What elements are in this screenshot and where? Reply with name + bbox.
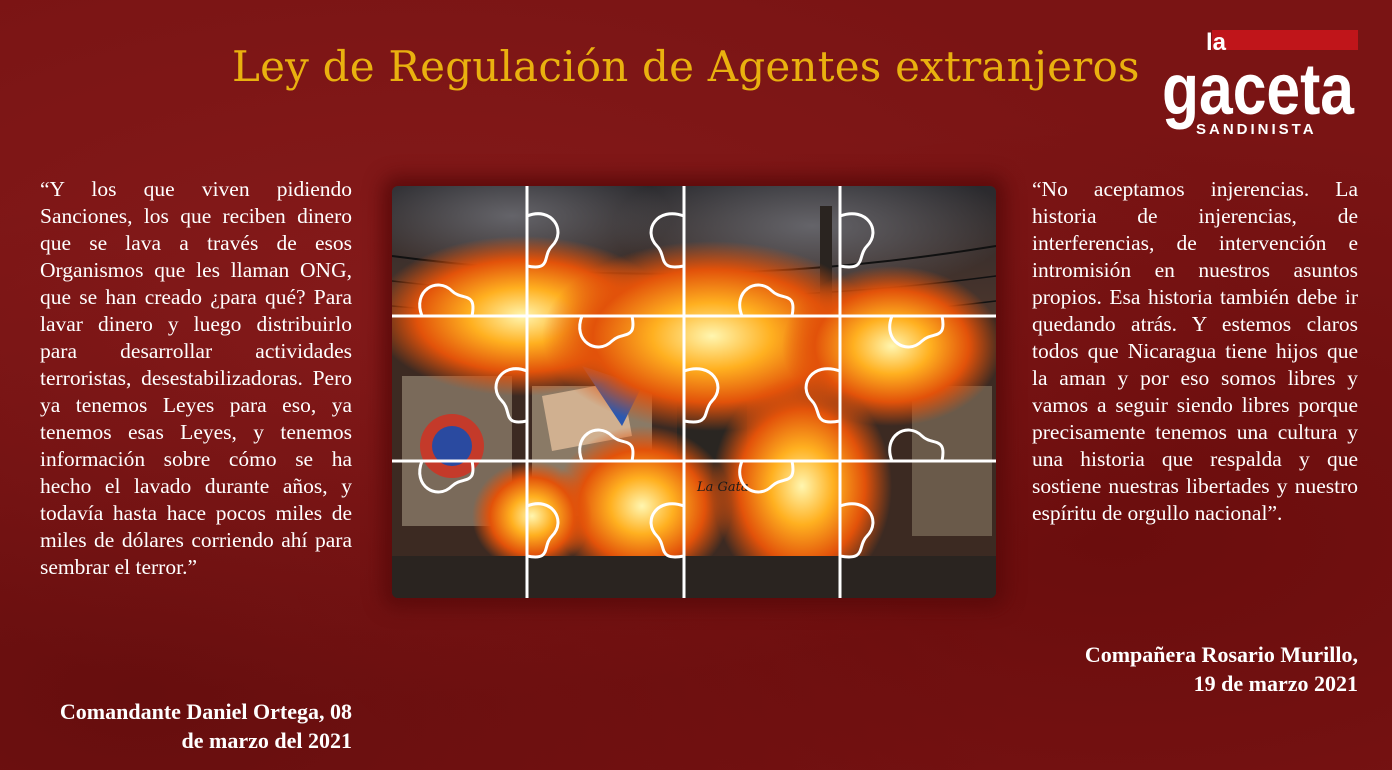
puzzle-photo-graphic — [392, 186, 996, 598]
page-title: Ley de Regulación de Agentes extranjeros — [232, 42, 1140, 91]
gaceta-sandinista-logo — [1160, 28, 1360, 138]
logo-gaceta: gaceta — [1162, 50, 1355, 130]
logo-sandinista: SANDINISTA — [1196, 121, 1317, 138]
photo-sign-text: La Gata — [697, 480, 749, 495]
right-quote-attribution — [1000, 640, 1358, 698]
left-quote-attribution: Comandante Daniel Ortega, 08 de marzo del 2021 — [59, 699, 352, 753]
logo-red-banner — [1212, 30, 1358, 50]
left-quote-text: “Y los que viven pidiendo Sanciones, los que reciben dinero que se lava a través de esos Organismos que les llaman ONG, que se han creado ¿para qué? Para lavar dinero y luego distribuirlo para desarrollar actividades terroristas, desestabilizadoras. Pero ya tenemos Leyes para eso, ya tenemos esas Leyes, y tenemos información sobre cómo se ha hecho el lavado durante años, y todavía hasta hace pocos miles de miles de dólares corriendo ahí para sembrar el terror.” — [40, 177, 352, 579]
right-attribution-name: Compañera Rosario Murillo, — [1084, 642, 1358, 667]
logo-graphic — [1160, 28, 1360, 138]
burning-building-puzzle-image — [392, 186, 996, 598]
right-attribution-date: 19 de marzo 2021 — [1193, 671, 1358, 696]
right-quote-text: “No aceptamos injerencias. La historia de injerencias, de interferencias, de intervención e intromisión en nuestros asuntos propios. Esa historia también debe ir quedando atrás. Y estemos claros todos que Nicaragua tiene hijos que la aman y por eso somos libres y vamos a seguir siendo libres porque precisamente tenemos una cultura y una historia que respalda y que sostiene nuestras libertades y nuestro espíritu de orgullo nacional”. — [1032, 177, 1358, 525]
logo-la: la — [1206, 29, 1227, 56]
